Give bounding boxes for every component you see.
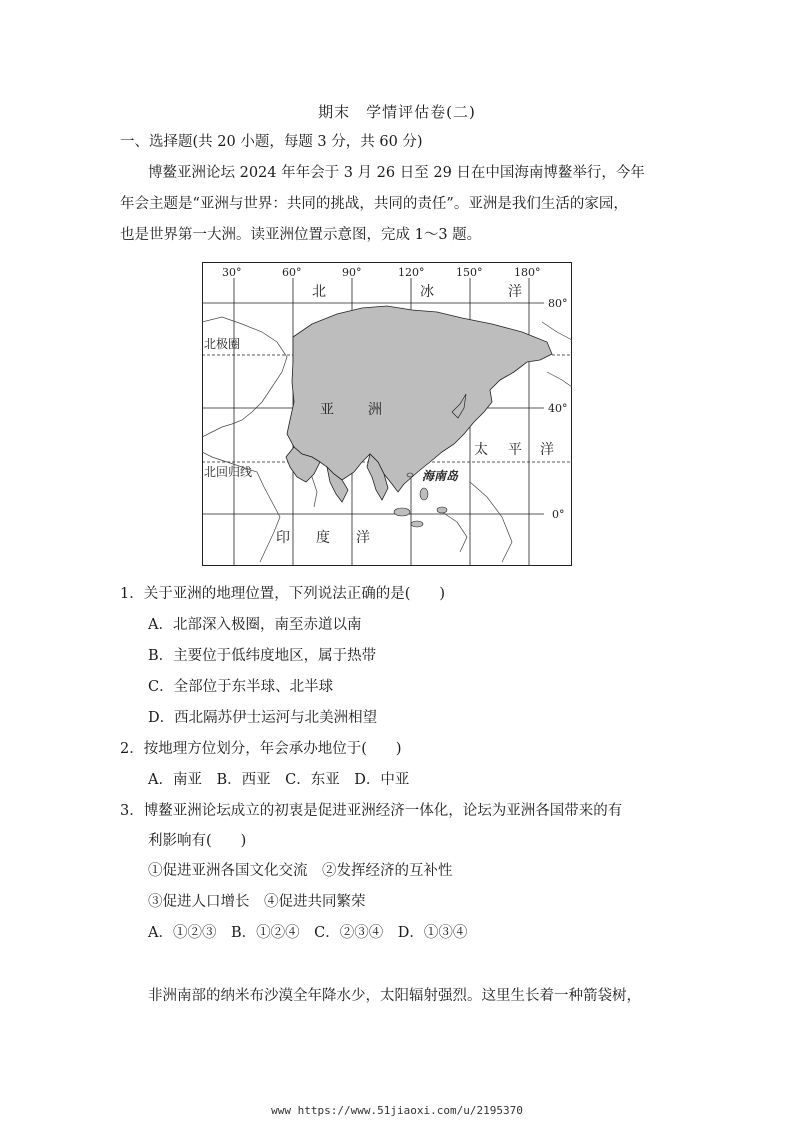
arctic-ocean-label-1: 北 xyxy=(312,284,326,300)
pacific-label-2: 平 xyxy=(508,442,522,458)
pacific-label-1: 太 xyxy=(474,442,488,458)
asia-label-2: 洲 xyxy=(368,402,382,418)
question-1-stem: 1．关于亚洲的地理位置，下列说法正确的是( ) xyxy=(120,586,446,602)
indian-label-1: 印 xyxy=(276,530,290,546)
lat-label-80: 80° xyxy=(548,297,568,310)
lon-label-150: 150° xyxy=(456,266,483,279)
tropic-of-cancer-label: 北回归线 xyxy=(204,465,253,479)
lon-label-60: 60° xyxy=(282,266,302,279)
next-passage-line-1: 非洲南部的纳米布沙漠全年降水少，太阳辐射强烈。这里生长着一种箭袋树， xyxy=(148,988,641,1004)
asia-location-map xyxy=(202,262,572,566)
lat-label-0: 0° xyxy=(552,508,565,521)
asia-label-1: 亚 xyxy=(320,402,334,418)
intro-line-2: 年会主题是“亚洲与世界：共同的挑战，共同的责任”。亚洲是我们生活的家园， xyxy=(120,196,628,212)
intro-line-3: 也是世界第一大洲。读亚洲位置示意图，完成 1～3 题。 xyxy=(120,227,482,243)
question-3-items-line-2: ③促进人口增长 ④促进共同繁荣 xyxy=(148,894,366,910)
question-3-items-line-1: ①促进亚洲各国文化交流 ②发挥经济的互补性 xyxy=(148,863,453,879)
lon-label-180: 180° xyxy=(514,266,541,279)
section-heading: 一、选择题(共 20 小题，每题 3 分，共 60 分) xyxy=(120,134,423,150)
lon-label-90: 90° xyxy=(342,266,362,279)
page-footer-url[interactable]: www https://www.51jiaoxi.com/u/2195370 xyxy=(271,1104,523,1117)
question-3-options: A．①②③ B．①②④ C．②③④ D．①③④ xyxy=(148,925,468,941)
pacific-label-3: 洋 xyxy=(540,442,554,458)
indian-label-3: 洋 xyxy=(356,530,370,546)
question-2-options: A．南亚 B．西亚 C．东亚 D．中亚 xyxy=(148,772,410,788)
question-2-stem: 2．按地理方位划分，年会承办地位于( ) xyxy=(120,741,402,757)
question-3-stem-line-1: 3．博鳌亚洲论坛成立的初衷是促进亚洲经济一体化，论坛为亚洲各国带来的有 xyxy=(120,803,623,819)
arctic-ocean-label-3: 洋 xyxy=(508,284,522,300)
question-3-stem-line-2: 利影响有( ) xyxy=(148,833,247,849)
page-title: 期末 学情评估卷(二) xyxy=(318,103,476,121)
hainan-island-label: 海南岛 xyxy=(422,469,459,483)
arctic-ocean-label-2: 冰 xyxy=(420,284,434,300)
lon-label-30: 30° xyxy=(222,266,242,279)
indian-label-2: 度 xyxy=(316,530,330,546)
intro-line-1: 博鳌亚洲论坛 2024 年年会于 3 月 26 日至 29 日在中国海南博鳌举行，今年 xyxy=(148,165,645,181)
question-1-option-c: C．全部位于东半球、北半球 xyxy=(148,679,334,695)
lat-label-40: 40° xyxy=(548,402,568,415)
question-1-option-b: B．主要位于低纬度地区，属于热带 xyxy=(148,648,377,664)
question-1-option-d: D．西北隔苏伊士运河与北美洲相望 xyxy=(148,710,378,726)
lon-label-120: 120° xyxy=(398,266,425,279)
question-1-option-a: A．北部深入极圈，南至赤道以南 xyxy=(148,617,362,633)
arctic-circle-label: 北极圈 xyxy=(204,337,241,351)
